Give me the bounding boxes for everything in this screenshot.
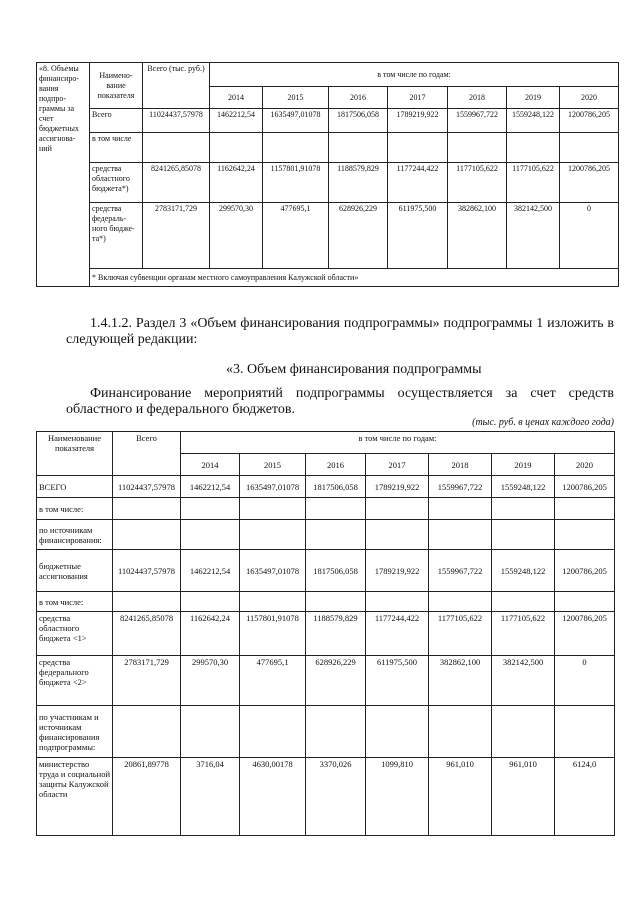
- cell-value: 299570,30: [181, 656, 240, 706]
- col-total-header: Всего (тыс. руб.): [143, 63, 210, 109]
- cell-value: 1559248,122: [492, 476, 555, 498]
- row-name: в том числе:: [37, 592, 113, 612]
- row-name: средства областного бюджета*): [90, 163, 143, 203]
- cell-value: 0: [560, 203, 619, 269]
- cell-value: 611975,500: [388, 203, 448, 269]
- cell-value: 382862,100: [429, 656, 492, 706]
- table-row: [37, 612, 615, 656]
- row-total: 11024437,57978: [143, 109, 210, 133]
- cell-value: 477695,1: [240, 656, 306, 706]
- row-name: Всего: [90, 109, 143, 133]
- cell-value: 1200786,205: [560, 163, 619, 203]
- cell-value: 961,010: [429, 758, 492, 836]
- row-name: средства областного бюджета <1>: [37, 612, 113, 656]
- year-header: 2014: [181, 454, 240, 476]
- financing-paragraph: Финансирование мероприятий подпрограммы осуществляется за счет средств областного и федерального бюджетов.: [66, 386, 614, 417]
- table-row: [37, 758, 615, 836]
- year-header: 2018: [448, 87, 507, 109]
- cell-value: 1162642,24: [210, 163, 263, 203]
- table-row: [37, 163, 619, 203]
- amendment-paragraph: 1.4.1.2. Раздел 3 «Объем финансирования подпрограммы» подпрограммы 1 изложить в следующей редакции:: [66, 316, 614, 347]
- table-row: [37, 109, 619, 133]
- table-row: [37, 520, 615, 550]
- section-label-cell: «8. Объемы финансиро-вания подпро-граммы за счет бюджетных ассигнова-ний: [37, 63, 90, 287]
- cell-value: 1177105,622: [429, 612, 492, 656]
- cell-value: 1099,810: [366, 758, 429, 836]
- years-header: в том числе по годам:: [181, 432, 615, 454]
- cell-value: 1462212,54: [181, 476, 240, 498]
- cell-value: 382862,100: [448, 203, 507, 269]
- cell-value: 1817506,058: [329, 109, 388, 133]
- cell-value: 3716,04: [181, 758, 240, 836]
- cell-value: 1188579,829: [306, 612, 366, 656]
- cell-value: 1200786,205: [555, 550, 615, 592]
- cell-value: 0: [555, 656, 615, 706]
- row-total: 2783171,729: [143, 203, 210, 269]
- cell-value: 477695,1: [263, 203, 329, 269]
- cell-value: 628926,229: [329, 203, 388, 269]
- col-total-header: Всего: [113, 432, 181, 476]
- financing-volume-table: [36, 431, 615, 836]
- cell-value: 1177244,422: [388, 163, 448, 203]
- passport-financing-table: [36, 62, 619, 287]
- year-header: 2018: [429, 454, 492, 476]
- cell-value: 1200786,205: [555, 612, 615, 656]
- cell-value: 1200786,205: [555, 476, 615, 498]
- cell-value: 1559967,722: [429, 550, 492, 592]
- cell-value: 1177105,622: [507, 163, 560, 203]
- cell-value: 1789219,922: [366, 476, 429, 498]
- table-row: [37, 656, 615, 706]
- table-row: [37, 592, 615, 612]
- year-header: 2019: [507, 87, 560, 109]
- table-row: [37, 203, 619, 269]
- cell-value: 1177105,622: [492, 612, 555, 656]
- cell-value: 1200786,205: [560, 109, 619, 133]
- cell-value: 961,010: [492, 758, 555, 836]
- years-header: в том числе по годам:: [210, 63, 619, 87]
- cell-value: 1559967,722: [429, 476, 492, 498]
- row-name: средства федераль-ного бюдже-та*): [90, 203, 143, 269]
- unit-note: (тыс. руб. в ценах каждого года): [472, 417, 614, 428]
- year-header: 2015: [240, 454, 306, 476]
- cell-value: 299570,30: [210, 203, 263, 269]
- cell-value: 1462212,54: [210, 109, 263, 133]
- row-name: в том числе: [90, 133, 143, 163]
- row-name: бюджетные ассигнования: [37, 550, 113, 592]
- cell-value: 628926,229: [306, 656, 366, 706]
- section-heading: «3. Объем финансирования подпрограммы: [226, 362, 482, 377]
- cell-value: 1817506,058: [306, 550, 366, 592]
- cell-value: 1559967,722: [448, 109, 507, 133]
- cell-value: 1789219,922: [388, 109, 448, 133]
- cell-value: 1188579,829: [329, 163, 388, 203]
- row-total: 8241265,85078: [143, 163, 210, 203]
- year-header: 2019: [492, 454, 555, 476]
- footnote: * Включая субвенции органам местного самоуправления Калужской области»: [90, 269, 619, 287]
- cell-value: 6124,0: [555, 758, 615, 836]
- row-total: 11024437,57978: [113, 476, 181, 498]
- table-row: [37, 498, 615, 520]
- row-name: ВСЕГО: [37, 476, 113, 498]
- cell-value: 1635497,01078: [240, 476, 306, 498]
- year-header: 2015: [263, 87, 329, 109]
- table-row: [37, 550, 615, 592]
- year-header: 2020: [560, 87, 619, 109]
- row-total: 20861,89778: [113, 758, 181, 836]
- year-header: 2014: [210, 87, 263, 109]
- cell-value: 1635497,01078: [240, 550, 306, 592]
- year-header: 2020: [555, 454, 615, 476]
- cell-value: 382142,500: [492, 656, 555, 706]
- cell-value: 1462212,54: [181, 550, 240, 592]
- row-name: министерство труда и социальной защиты Калужской области: [37, 758, 113, 836]
- row-name: в том числе:: [37, 498, 113, 520]
- cell-value: 1817506,058: [306, 476, 366, 498]
- col-name-header: Наименование показателя: [37, 432, 113, 476]
- cell-value: 3370,026: [306, 758, 366, 836]
- cell-value: 1162642,24: [181, 612, 240, 656]
- table-row: [37, 133, 619, 163]
- table-row: [37, 706, 615, 758]
- cell-value: 1177244,422: [366, 612, 429, 656]
- year-header: 2017: [388, 87, 448, 109]
- cell-value: 1177105,622: [448, 163, 507, 203]
- cell-value: 4630,00178: [240, 758, 306, 836]
- cell-value: 1635497,01078: [263, 109, 329, 133]
- cell-value: 1559248,122: [507, 109, 560, 133]
- cell-value: 1157801,91078: [263, 163, 329, 203]
- cell-value: 1157801,91078: [240, 612, 306, 656]
- row-total: 8241265,85078: [113, 612, 181, 656]
- year-header: 2016: [329, 87, 388, 109]
- cell-value: 1559248,122: [492, 550, 555, 592]
- row-name: по источникам финансирования:: [37, 520, 113, 550]
- col-name-header: Наимено-вание показателя: [90, 63, 143, 109]
- row-name: по участникам и источникам финансирования подпрограммы:: [37, 706, 113, 758]
- year-header: 2016: [306, 454, 366, 476]
- table-row: [37, 476, 615, 498]
- row-total: 11024437,57978: [113, 550, 181, 592]
- cell-value: 611975,500: [366, 656, 429, 706]
- year-header: 2017: [366, 454, 429, 476]
- row-name: средства федерального бюджета <2>: [37, 656, 113, 706]
- cell-value: 1789219,922: [366, 550, 429, 592]
- cell-value: 382142,500: [507, 203, 560, 269]
- row-total: 2783171,729: [113, 656, 181, 706]
